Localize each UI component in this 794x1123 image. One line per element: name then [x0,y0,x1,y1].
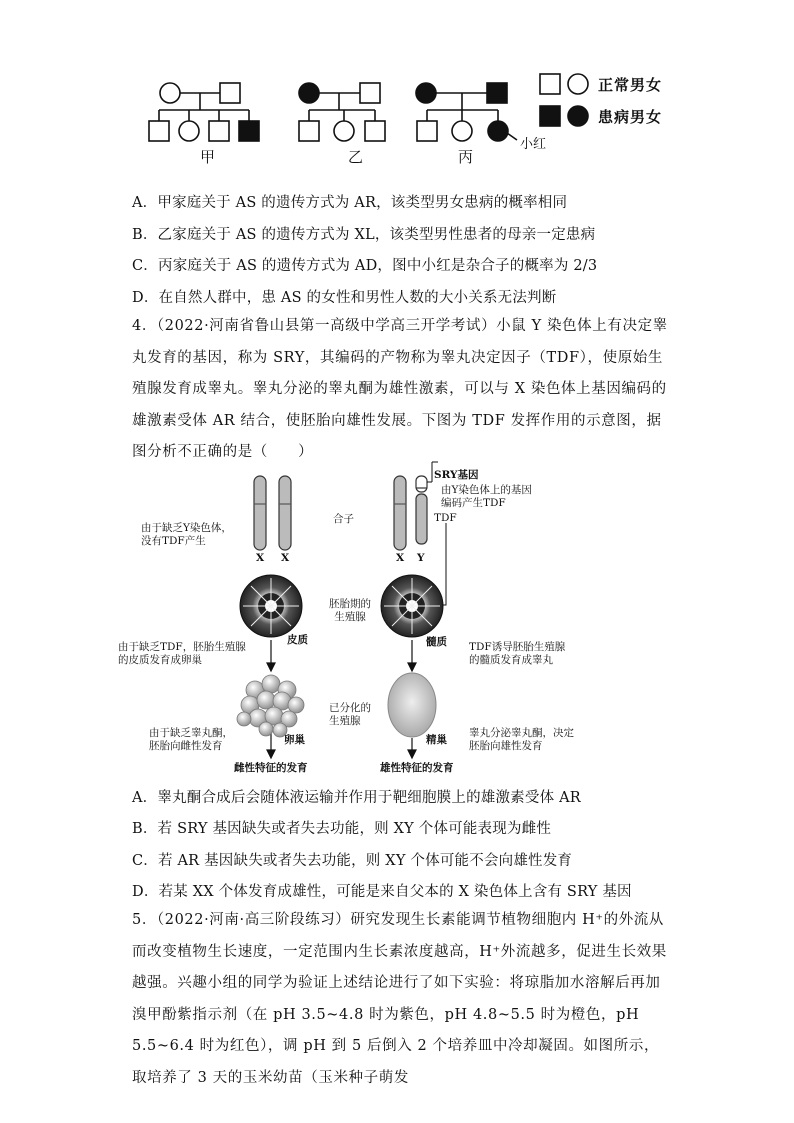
family-label-yi: 乙 [348,148,364,166]
fig-label-y: Y [417,552,425,564]
family-label-jia: 甲 [200,148,216,166]
fig-label-x1: X [256,552,265,564]
q4-option-b: B．若 SRY 基因缺失或者失去功能，则 XY 个体可能表现为雌性 [132,821,552,837]
fig-label-sry: SRY基因 [434,469,479,481]
fig-label-tdf-induce: TDF诱导胚胎生殖腺 的髓质发育成睾丸 [469,641,566,666]
q3-option-a: A．甲家庭关于 AS 的遗传方式为 AR，该类型男女患病的概率相同 [132,195,568,211]
fig-label-embryonic-gonad: 胚胎期的 生殖腺 [329,598,371,623]
fig-label-zygote: 合子 [333,513,354,525]
q4-stem: 4．（2022·河南省鲁山县第一高级中学高三开学考试）小鼠 Y 染色体上有决定睾丸发育的基因，称为 SRY，其编码的产物称为睾丸决定因子（TDF），使原始生殖腺发育成睾丸。睾丸分泌的睾丸酮为雄性激素，可以与 X 染色体上基因编码的雄激素受体 AR 结合，使胚胎向雄性发展。下图为 TDF 发挥作用的示意图，据图分析不正确的是（ ） [132,318,668,460]
fig-label-x2: X [281,552,290,564]
fig-label-testosterone: 睾丸分泌睾丸酮，决定 胚胎向雄性发育 [469,727,574,752]
q4-option-c: C．若 AR 基因缺失或者失去功能，则 XY 个体可能不会向雄性发育 [132,853,573,869]
fig-label-no-y: 由于缺乏Y染色体， 没有TDF产生 [141,522,232,547]
legend-affected-label: 患病男女 [598,108,663,126]
fig-label-no-tdf: 由于缺乏TDF，胚胎生殖腺 的皮质发育成卵巢 [118,641,246,666]
fig-label-male-dev: 雄性特征的发育 [380,762,454,774]
family-label-bing: 丙 [458,148,474,166]
fig-label-medulla: 髓质 [426,636,447,648]
q3-option-b: B．乙家庭关于 AS 的遗传方式为 XL，该类型男性患者的母亲一定患病 [132,227,596,243]
fig-label-tdf: TDF [434,512,457,524]
q4-option-d: D．若某 XX 个体发育成雄性，可能是来自父本的 X 染色体上含有 SRY 基因 [132,884,632,900]
fig-label-x3: X [396,552,405,564]
fig-label-y-encode: 由Y染色体上的基因 编码产生TDF [441,484,532,509]
q4-option-a: A．睾丸酮合成后会随体液运输并作用于靶细胞膜上的雄激素受体 AR [132,790,581,806]
legend-normal-label: 正常男女 [598,76,663,94]
fig-label-ovary: 卵巢 [284,734,305,746]
fig-label-cortex: 皮质 [287,634,308,646]
q5-stem: 5．（2022·河南·高三阶段练习）研究发现生长素能调节植物细胞内 H⁺的外流从而改变植物生长速度，一定范围内生长素浓度越高，H⁺外流越多，促进生长效果越强。兴趣小组的同学为验证上述结论进行了如下实验：将琼脂加水溶解后再加溴甲酚紫指示剂（在 pH 3.5~4.8 时为紫色，pH 4.8~5.5 时为橙色，pH 5.5~6.4 时为红色），调 pH 到 5 后倒入 2 个培养皿中冷却凝固。如图所示，取培养了 3 天的玉米幼苗（玉米种子萌发 [132,912,667,1086]
proband-label: 小红 [520,137,547,152]
fig-label-testis: 精巢 [426,734,447,746]
q3-option-d: D．在自然人群中，患 AS 的女性和男性人数的大小关系无法判断 [132,290,557,306]
fig-label-differentiated: 已分化的 生殖腺 [329,702,371,727]
fig-label-no-testosterone: 由于缺乏睾丸酮， 胚胎向雌性发育 [149,727,233,752]
fig-label-female-dev: 雌性特征的发育 [234,762,308,774]
q3-option-c: C．丙家庭关于 AS 的遗传方式为 AD，图中小红是杂合子的概率为 2/3 [132,258,598,274]
